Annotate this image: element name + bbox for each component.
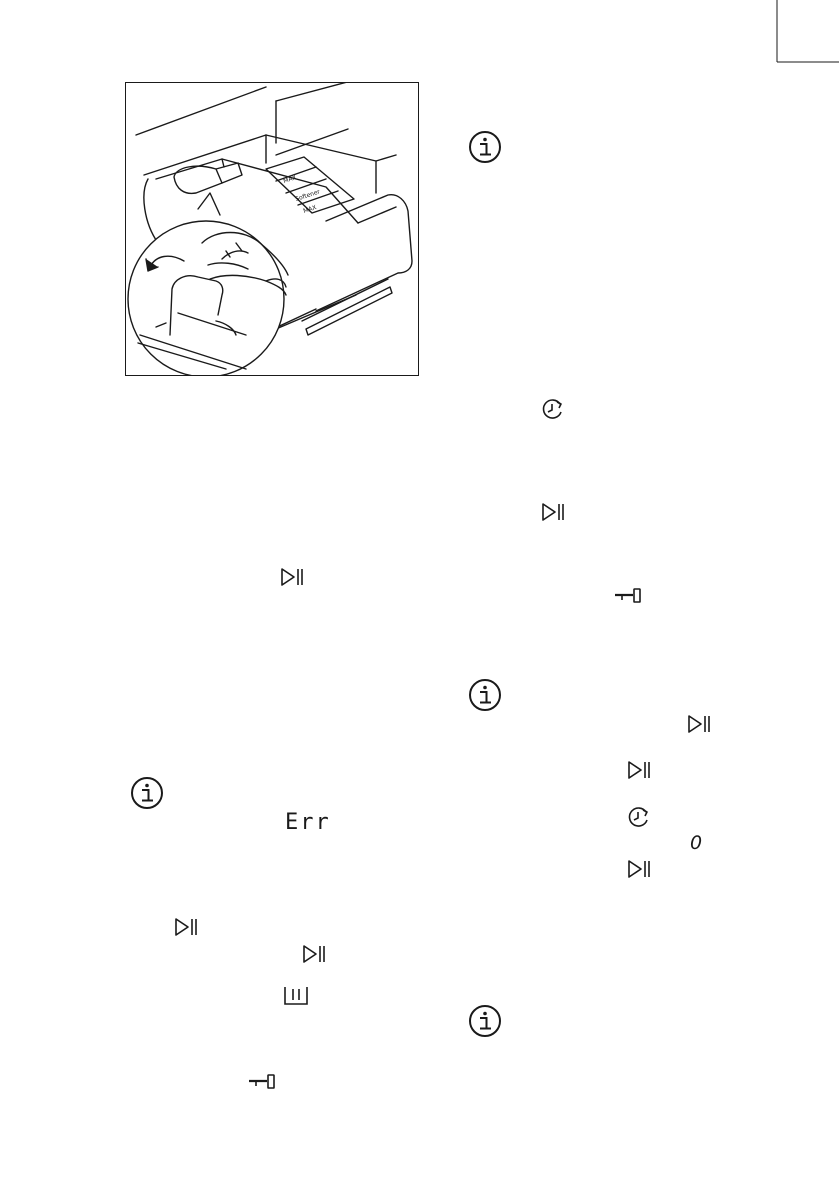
svg-text:MAX: MAX xyxy=(282,174,298,185)
info-icon xyxy=(468,130,502,164)
door-lock-icon xyxy=(614,588,642,604)
dispenser-compartment-icon xyxy=(283,986,309,1006)
info-icon xyxy=(468,1004,502,1038)
error-code-display: Err xyxy=(285,810,331,835)
start-pause-icon xyxy=(541,502,565,522)
svg-text:MAX: MAX xyxy=(302,204,318,215)
svg-text:Softener: Softener xyxy=(294,188,321,203)
start-pause-icon xyxy=(302,944,326,964)
delay-start-icon xyxy=(540,398,564,420)
info-icon xyxy=(130,776,164,810)
delay-start-icon xyxy=(626,806,650,828)
start-pause-icon xyxy=(627,760,651,780)
info-icon xyxy=(468,678,502,712)
start-pause-icon xyxy=(627,859,651,879)
door-lock-icon xyxy=(248,1074,276,1090)
start-pause-icon xyxy=(687,714,711,734)
start-pause-icon xyxy=(280,567,304,587)
zero-digit-display: 0 xyxy=(690,832,703,854)
start-pause-icon xyxy=(174,917,198,937)
dispenser-illustration xyxy=(125,82,419,376)
